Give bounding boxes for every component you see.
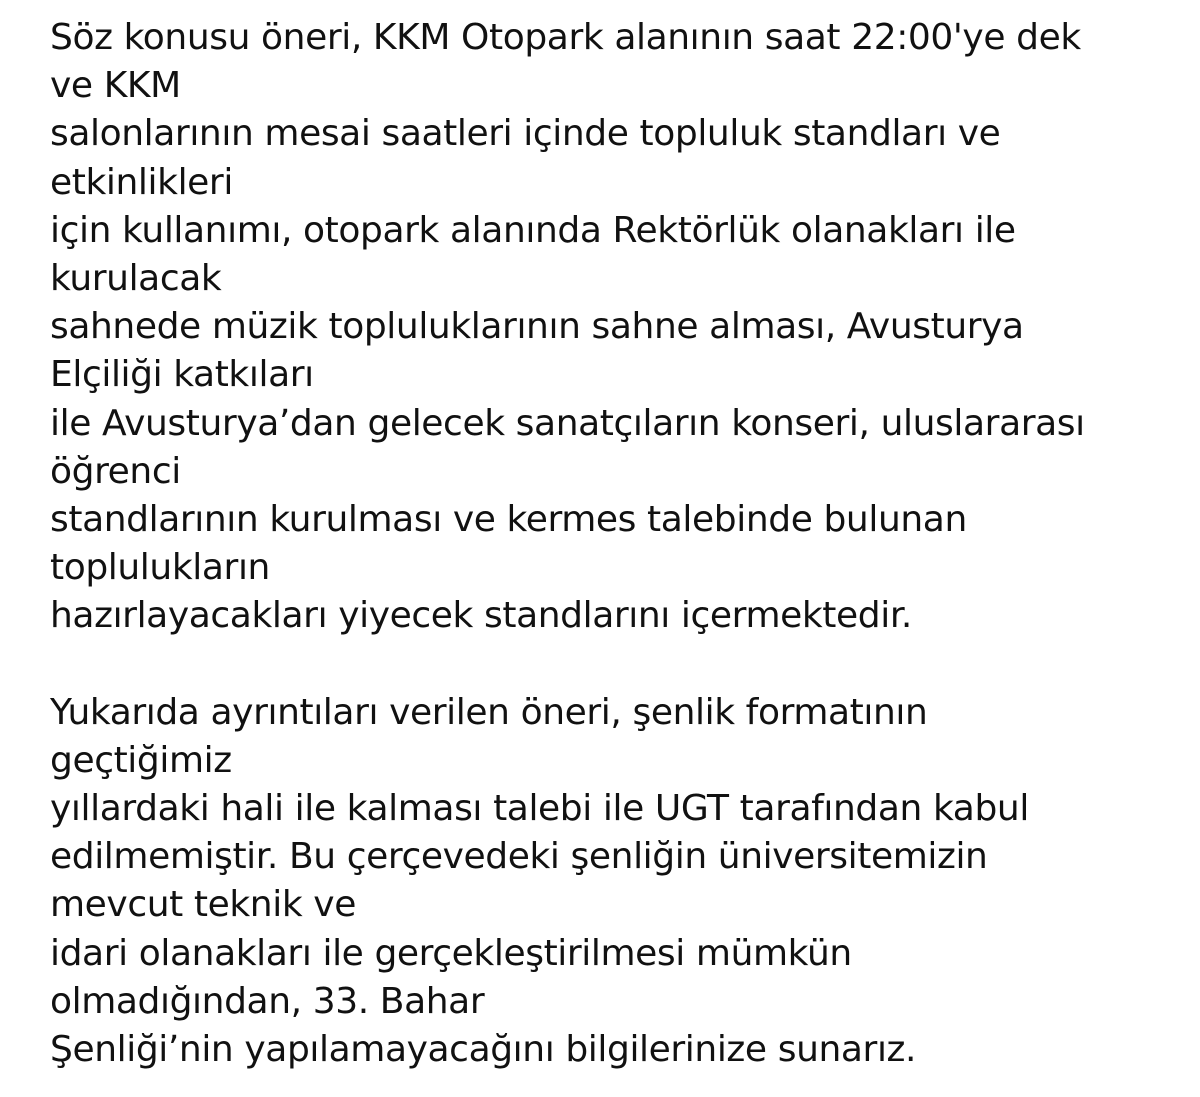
text-line: Söz konusu öneri, KKM Otopark alanının saat 22:00'ye dek [50, 17, 1081, 58]
text-line: hazırlayacakları yiyecek standlarını içermektedir. [50, 595, 912, 637]
text-line: ve KKM [50, 65, 181, 107]
text-line: geçtiğimiz [50, 739, 232, 781]
paragraph-2 [50, 689, 1170, 1075]
text-line: sahnede müzik topluluklarının sahne alması, Avusturya [50, 306, 1024, 348]
text-line: için kullanımı, otopark alanında Rektörlük olanakları ile [50, 209, 1016, 251]
text-line: kurulacak [50, 257, 222, 299]
text-line: öğrenci [50, 450, 181, 492]
text-line: yıllardaki hali ile kalması talebi ile UGT tarafından kabul [50, 788, 1029, 829]
paragraph-gap [50, 640, 1170, 688]
document-body [50, 14, 1170, 1074]
text-line: mevcut teknik ve [50, 884, 356, 926]
text-line: olmadığından, 33. Bahar [50, 980, 485, 1022]
text-line: ile Avusturya’dan gelecek sanatçıların konseri, uluslararası [50, 402, 1085, 444]
text-line: Şenliği’nin yapılamayacağını bilgilerinize sunarız. [50, 1028, 917, 1070]
text-line: edilmemiştir. Bu çerçevedeki şenliğin üniversitemizin [50, 836, 988, 878]
text-line: Elçiliği katkıları [50, 354, 314, 396]
text-line: salonlarının mesai saatleri içinde topluluk standları ve [50, 113, 1001, 155]
text-line: Yukarıda ayrıntıları verilen öneri, şenlik formatının [50, 691, 928, 733]
text-line: idari olanakları ile gerçekleştirilmesi mümkün [50, 932, 852, 974]
paragraph-1 [50, 14, 1170, 640]
text-line: toplulukların [50, 547, 270, 589]
text-line: etkinlikleri [50, 161, 233, 203]
text-line: standlarının kurulması ve kermes talebinde bulunan [50, 498, 967, 540]
